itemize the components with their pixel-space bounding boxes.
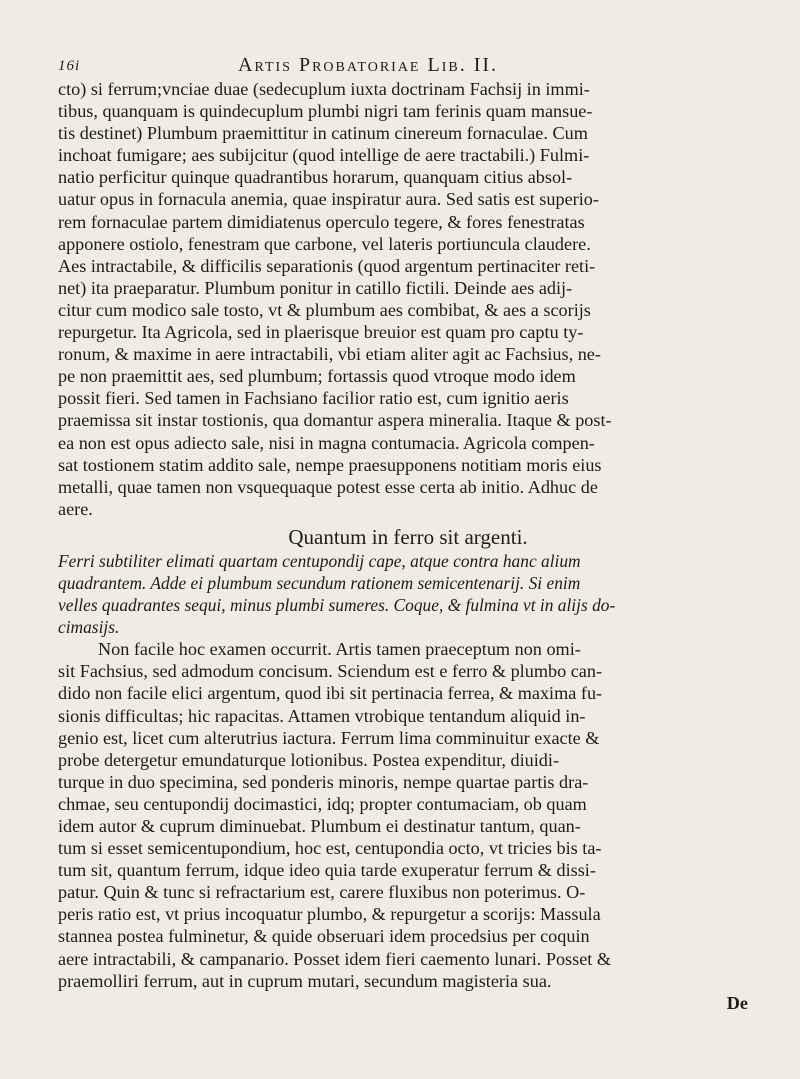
text-line: Aes intractabile, & difficilis separationis (quod argentum pertinaciter reti- — [58, 255, 596, 276]
text-line: turque in duo specimina, sed ponderis minoris, nempe quartae partis dra- — [58, 771, 589, 792]
text-line: Ferri subtiliter elimati quartam centupondij cape, atque contra hanc alium — [58, 550, 581, 571]
text-line: praemolliri ferrum, aut in cuprum mutari, secundum magisteria sua. — [58, 970, 552, 991]
text-line: uatur opus in fornacula anemia, quae inspiratur aura. Sed satis est superio- — [58, 189, 599, 210]
page-header — [58, 52, 758, 80]
text-line: Non facile hoc examen occurrit. Artis tamen praeceptum non omi- — [98, 639, 581, 660]
text-line: quadrantem. Adde ei plumbum secundum rationem semicentenarij. Si enim — [58, 572, 581, 593]
text-line: inchoat fumigare; aes subijcitur (quod intellige de aere tractabili.) Fulmi- — [58, 145, 590, 166]
text-line: ronum, & maxime in aere intractabili, vbi etiam aliter agit ac Fachsius, ne- — [58, 344, 601, 365]
text-line: stannea postea fulminetur, & quide obseruari idem procedsius per coquin — [58, 926, 590, 947]
text-line: repurgetur. Ita Agricola, sed in plaerisque breuior est quam pro captu ty- — [58, 322, 584, 343]
text-line: tis destinet) Plumbum praemittitur in catinum cinereum fornaculae. Cum — [58, 123, 588, 144]
text-line: sionis difficultas; hic rapacitas. Attamen vtrobique tentandum aliquid in- — [58, 705, 586, 726]
text-line: aere. — [58, 498, 93, 519]
text-line: rem fornaculae partem dimidiatenus operculo tegere, & fores fenestratas — [58, 211, 585, 232]
text-line: citur cum modico sale tosto, vt & plumbum aes combibat, & aes a scorijs — [58, 299, 591, 320]
text-line: natio perficitur quinque quadrantibus horarum, quanquam citius absol- — [58, 167, 573, 188]
text-line: patur. Quin & tunc si refractarium est, carere fluxibus non poterimus. O- — [58, 882, 586, 903]
text-line: net) ita praeparatur. Plumbum ponitur in catillo fictili. Deinde aes adij- — [58, 277, 573, 298]
text-line: velles quadrantes sequi, minus plumbi sumeres. Coque, & fulmina vt in alijs do- — [58, 595, 616, 616]
text-line: De — [726, 992, 748, 1013]
page-number: 16i — [58, 58, 81, 74]
text-line: tibus, quanquam is quindecuplum plumbi nigri tam ferinis quam mansue- — [58, 101, 593, 122]
text-body — [58, 78, 758, 1014]
text-line: praemissa sit instar tostionis, qua domantur aspera mineralia. Itaque & post- — [58, 410, 612, 431]
text-line: cimasijs. — [58, 617, 120, 638]
text-line: tum sit, quantum ferrum, idque ideo quia tarde exuperatur ferrum & dissi- — [58, 860, 596, 881]
text-line: possit fieri. Sed tamen in Fachsiano facilior ratio est, cum ignitio aeris — [58, 388, 569, 409]
text-line: peris ratio est, vt prius incoquatur plumbo, & repurgetur a scorijs: Massula — [58, 904, 601, 925]
running-title: Artis Probatoriae Lib. II. — [238, 54, 499, 76]
text-line: sat tostionem statim addito sale, nempe praesupponens notitiam moris eius — [58, 454, 602, 475]
text-line: metalli, quae tamen non vsquequaque potest esse certa ab initio. Adhuc de — [58, 476, 598, 497]
text-line: idem autor & cuprum diminuebat. Plumbum ei destinatur tantum, quan- — [58, 816, 581, 836]
text-line: dido non facile elici argentum, quod ibi sit pertinacia ferrea, & maxima fu- — [58, 683, 603, 704]
text-line: chmae, seu centupondij docimastici, idq; propter contumaciam, ob quam — [58, 793, 587, 814]
section-heading: Quantum in ferro sit argenti. — [288, 524, 528, 549]
text-line: cto) si ferrum;vnciae duae (sedecuplum iuxta doctrinam Fachsij in immi- — [58, 79, 590, 99]
text-line: pe non praemittit aes, sed plumbum; fortassis quod vtroque modo idem — [58, 366, 576, 387]
text-line: genio est, licet cum alterutrius iactura. Ferrum lima comminuitur exacte & — [58, 727, 600, 748]
text-line: aere intractabili, & campanario. Posset idem fieri caemento lunari. Posset & — [58, 948, 612, 969]
text-line: sit Fachsius, sed admodum concisum. Sciendum est e ferro & plumbo can- — [58, 661, 603, 682]
text-line: tum si esset semicentupondium, hoc est, centupondia octo, vt tricies bis ta- — [58, 838, 602, 859]
text-line: ea non est opus adiecto sale, nisi in magna contumacia. Agricola compen- — [58, 432, 595, 453]
text-line: probe detergetur emundaturque lotionibus. Postea expenditur, diuidi- — [58, 749, 559, 770]
text-line: apponere ostiolo, fenestram que carbone, vel lateris portiuncula claudere. — [58, 233, 591, 254]
